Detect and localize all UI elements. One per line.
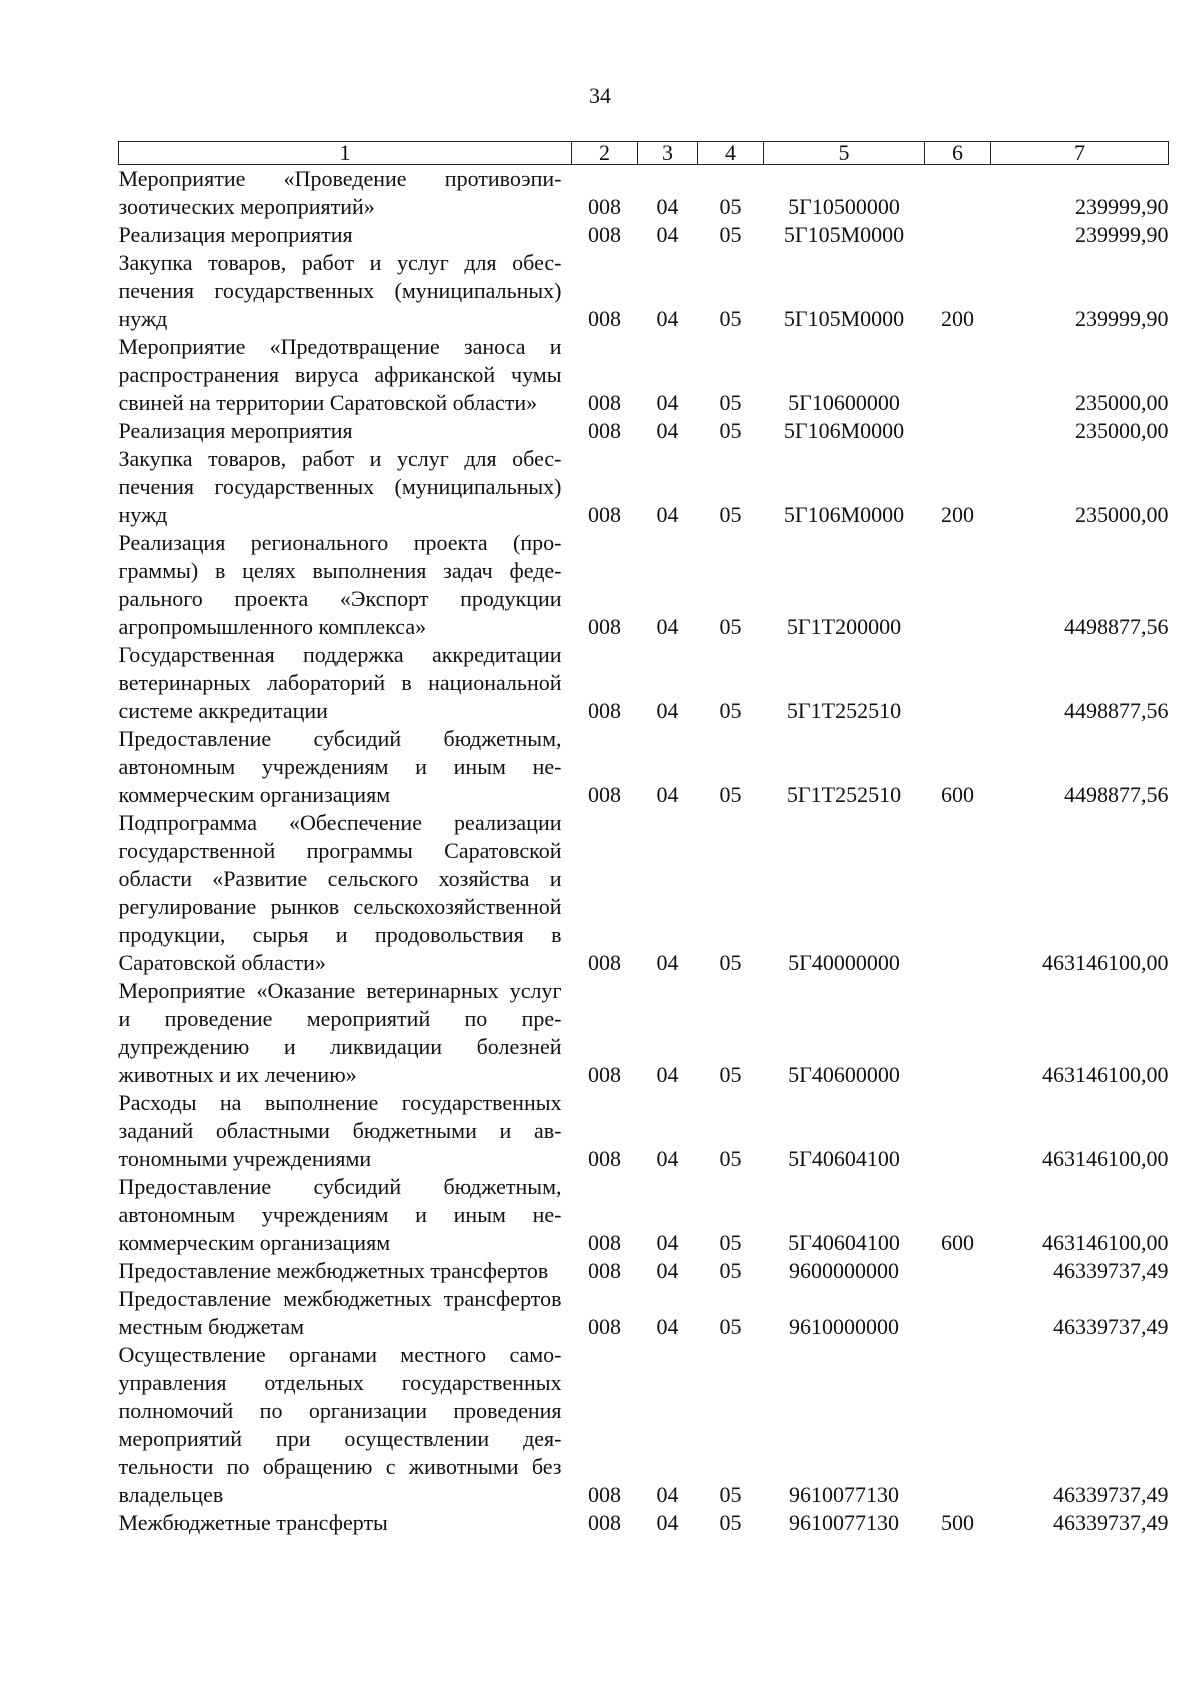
section-code: 04 xyxy=(656,698,679,723)
amount: 463146100,00 xyxy=(1042,950,1169,975)
table-header xyxy=(119,142,1169,165)
ministry-code: 008 xyxy=(588,1258,621,1283)
target-item-code: 9610077130 xyxy=(789,1510,899,1535)
section-code: 04 xyxy=(656,1482,679,1507)
page-number: 34 xyxy=(589,83,611,108)
section-code: 04 xyxy=(656,418,679,443)
table-row xyxy=(119,641,1169,725)
target-item-code: 9600000000 xyxy=(789,1258,899,1283)
row-name: Государственная поддержка аккредитации ветеринарных лабораторий в национальной системе аккредитации xyxy=(118,642,562,723)
row-name: Мероприятие «Проведение противоэпизоотических мероприятий» xyxy=(118,166,562,219)
target-item-code: 5Г40604100 xyxy=(788,1230,900,1255)
amount: 46339737,49 xyxy=(1053,1314,1169,1339)
row-name: Реализация регионального проекта (программы) в целях выполнения задач федерального проекта «Экспорт продукции агропромышленного комплекса» xyxy=(118,530,562,639)
table-row xyxy=(119,809,1169,977)
subsection-code: 05 xyxy=(719,418,742,443)
row-name: Расходы на выполнение государственных заданий областными бюджетными и автономными учреждениями xyxy=(118,1090,562,1171)
table-row xyxy=(119,333,1169,417)
section-code: 04 xyxy=(656,782,679,807)
table-row xyxy=(119,165,1169,222)
table-row xyxy=(119,977,1169,1089)
section-code: 04 xyxy=(656,1062,679,1087)
subsection-code: 05 xyxy=(719,390,742,415)
expense-type-code xyxy=(925,1285,991,1341)
section-code: 04 xyxy=(656,502,679,527)
section-code: 04 xyxy=(656,390,679,415)
subsection-code: 05 xyxy=(719,1258,742,1283)
table-row xyxy=(119,1089,1169,1173)
header-col-4: 4 xyxy=(698,142,764,165)
target-item-code: 5Г40600000 xyxy=(788,1062,900,1087)
table-row xyxy=(119,1173,1169,1257)
header-col-2: 2 xyxy=(572,142,638,165)
target-item-code: 5Г105М0000 xyxy=(783,222,905,247)
budget-table xyxy=(118,141,1169,1537)
row-name: Закупка товаров, работ и услуг для обеспечения государственных (муниципальных) нужд xyxy=(118,250,562,331)
header-col-7: 7 xyxy=(991,142,1169,165)
section-code: 04 xyxy=(656,950,679,975)
amount: 463146100,00 xyxy=(1042,1146,1169,1171)
ministry-code: 008 xyxy=(588,222,621,247)
subsection-code: 05 xyxy=(719,194,742,219)
expense-type-code xyxy=(925,165,991,222)
expense-type-code: 600 xyxy=(941,1230,974,1255)
expense-type-code xyxy=(925,221,991,249)
expense-type-code: 200 xyxy=(941,502,974,527)
ministry-code: 008 xyxy=(588,418,621,443)
subsection-code: 05 xyxy=(719,1314,742,1339)
subsection-code: 05 xyxy=(719,698,742,723)
row-name: Предоставление межбюджетных трансфертов местным бюджетам xyxy=(118,1286,562,1339)
subsection-code: 05 xyxy=(719,782,742,807)
row-name: Предоставление субсидий бюджетным, автономным учреждениям и иным некоммерческим организациям xyxy=(118,726,562,807)
table-row xyxy=(119,417,1169,445)
expense-type-code xyxy=(925,529,991,641)
subsection-code: 05 xyxy=(719,1482,742,1507)
expense-type-code xyxy=(925,1089,991,1173)
expense-type-code xyxy=(925,641,991,725)
subsection-code: 05 xyxy=(719,306,742,331)
table-row xyxy=(119,249,1169,333)
ministry-code: 008 xyxy=(588,1146,621,1171)
header-col-6: 6 xyxy=(925,142,991,165)
ministry-code: 008 xyxy=(588,194,621,219)
subsection-code: 05 xyxy=(719,1230,742,1255)
amount: 239999,90 xyxy=(1075,194,1169,219)
header-col-3: 3 xyxy=(638,142,698,165)
expense-type-code xyxy=(925,417,991,445)
subsection-code: 05 xyxy=(719,1062,742,1087)
table-row xyxy=(119,725,1169,809)
section-code: 04 xyxy=(656,1510,679,1535)
row-name: Межбюджетные трансферты xyxy=(118,1510,388,1535)
target-item-code: 5Г40000000 xyxy=(788,950,900,975)
subsection-code: 05 xyxy=(719,1510,742,1535)
target-item-code: 5Г10600000 xyxy=(788,390,900,415)
section-code: 04 xyxy=(656,306,679,331)
expense-type-code xyxy=(925,1257,991,1285)
header-col-1: 1 xyxy=(119,142,572,165)
amount: 239999,90 xyxy=(1075,306,1169,331)
section-code: 04 xyxy=(656,1230,679,1255)
subsection-code: 05 xyxy=(719,614,742,639)
row-name: Реализация мероприятия xyxy=(118,418,353,443)
row-name: Подпрограмма «Обеспечение реализации государственной программы Саратовской области «Развитие сельского хозяйства и регулирование рынков сельскохозяйственной продукции, сырья и продовольствия в Саратовской области» xyxy=(118,810,562,975)
subsection-code: 05 xyxy=(719,222,742,247)
table-row xyxy=(119,529,1169,641)
section-code: 04 xyxy=(656,1258,679,1283)
table-row xyxy=(119,1257,1169,1285)
amount: 46339737,49 xyxy=(1053,1482,1169,1507)
amount: 463146100,00 xyxy=(1042,1062,1169,1087)
header-row xyxy=(119,142,1169,165)
amount: 235000,00 xyxy=(1075,502,1169,527)
expense-type-code xyxy=(925,1341,991,1509)
amount: 4498877,56 xyxy=(1064,614,1169,639)
ministry-code: 008 xyxy=(588,390,621,415)
target-item-code: 9610000000 xyxy=(789,1314,899,1339)
ministry-code: 008 xyxy=(588,306,621,331)
ministry-code: 008 xyxy=(588,502,621,527)
expense-type-code xyxy=(925,977,991,1089)
row-name: Реализация мероприятия xyxy=(118,222,353,247)
ministry-code: 008 xyxy=(588,1482,621,1507)
ministry-code: 008 xyxy=(588,782,621,807)
table-row xyxy=(119,221,1169,249)
target-item-code: 5Г1Т200000 xyxy=(786,614,902,639)
expense-type-code: 600 xyxy=(941,782,974,807)
amount: 4498877,56 xyxy=(1064,782,1169,807)
expense-type-code: 500 xyxy=(941,1510,974,1535)
target-item-code: 5Г106М0000 xyxy=(783,418,905,443)
ministry-code: 008 xyxy=(588,1062,621,1087)
target-item-code: 5Г106М0000 xyxy=(783,502,905,527)
table-body xyxy=(119,165,1169,1538)
row-name: Закупка товаров, работ и услуг для обеспечения государственных (муниципальных) нужд xyxy=(118,446,562,527)
amount: 239999,90 xyxy=(1075,222,1169,247)
amount: 463146100,00 xyxy=(1042,1230,1169,1255)
table-row xyxy=(119,1509,1169,1537)
ministry-code: 008 xyxy=(588,614,621,639)
header-col-5: 5 xyxy=(764,142,925,165)
ministry-code: 008 xyxy=(588,950,621,975)
amount: 235000,00 xyxy=(1075,390,1169,415)
section-code: 04 xyxy=(656,222,679,247)
row-name: Предоставление субсидий бюджетным, автономным учреждениям и иным некоммерческим организациям xyxy=(118,1174,562,1255)
row-name: Мероприятие «Предотвращение заноса и распространения вируса африканской чумы свиней на территории Саратовской области» xyxy=(118,334,562,415)
ministry-code: 008 xyxy=(588,1230,621,1255)
target-item-code: 5Г40604100 xyxy=(788,1146,900,1171)
expense-type-code xyxy=(925,333,991,417)
section-code: 04 xyxy=(656,1314,679,1339)
row-name: Предоставление межбюджетных трансфертов xyxy=(118,1258,549,1283)
expense-type-code xyxy=(925,809,991,977)
row-name: Осуществление органами местного самоуправления отдельных государственных полномочий по организации проведения мероприятий при осуществлении деятельности по обращению с животными без владельцев xyxy=(118,1342,562,1507)
amount: 4498877,56 xyxy=(1064,698,1169,723)
amount: 235000,00 xyxy=(1075,418,1169,443)
ministry-code: 008 xyxy=(588,1510,621,1535)
target-item-code: 9610077130 xyxy=(789,1482,899,1507)
target-item-code: 5Г1Т252510 xyxy=(786,782,902,807)
amount: 46339737,49 xyxy=(1053,1510,1169,1535)
section-code: 04 xyxy=(656,1146,679,1171)
subsection-code: 05 xyxy=(719,1146,742,1171)
ministry-code: 008 xyxy=(588,698,621,723)
subsection-code: 05 xyxy=(719,950,742,975)
table-row xyxy=(119,445,1169,529)
row-name: Мероприятие «Оказание ветеринарных услуг и проведение мероприятий по предупреждению и ликвидации болезней животных и их лечению» xyxy=(118,978,562,1087)
target-item-code: 5Г1Т252510 xyxy=(786,698,902,723)
target-item-code: 5Г105М0000 xyxy=(783,306,905,331)
target-item-code: 5Г10500000 xyxy=(788,194,900,219)
table-row xyxy=(119,1285,1169,1341)
section-code: 04 xyxy=(656,194,679,219)
expense-type-code: 200 xyxy=(941,306,974,331)
subsection-code: 05 xyxy=(719,502,742,527)
section-code: 04 xyxy=(656,614,679,639)
amount: 46339737,49 xyxy=(1053,1258,1169,1283)
table-row xyxy=(119,1341,1169,1509)
ministry-code: 008 xyxy=(588,1314,621,1339)
